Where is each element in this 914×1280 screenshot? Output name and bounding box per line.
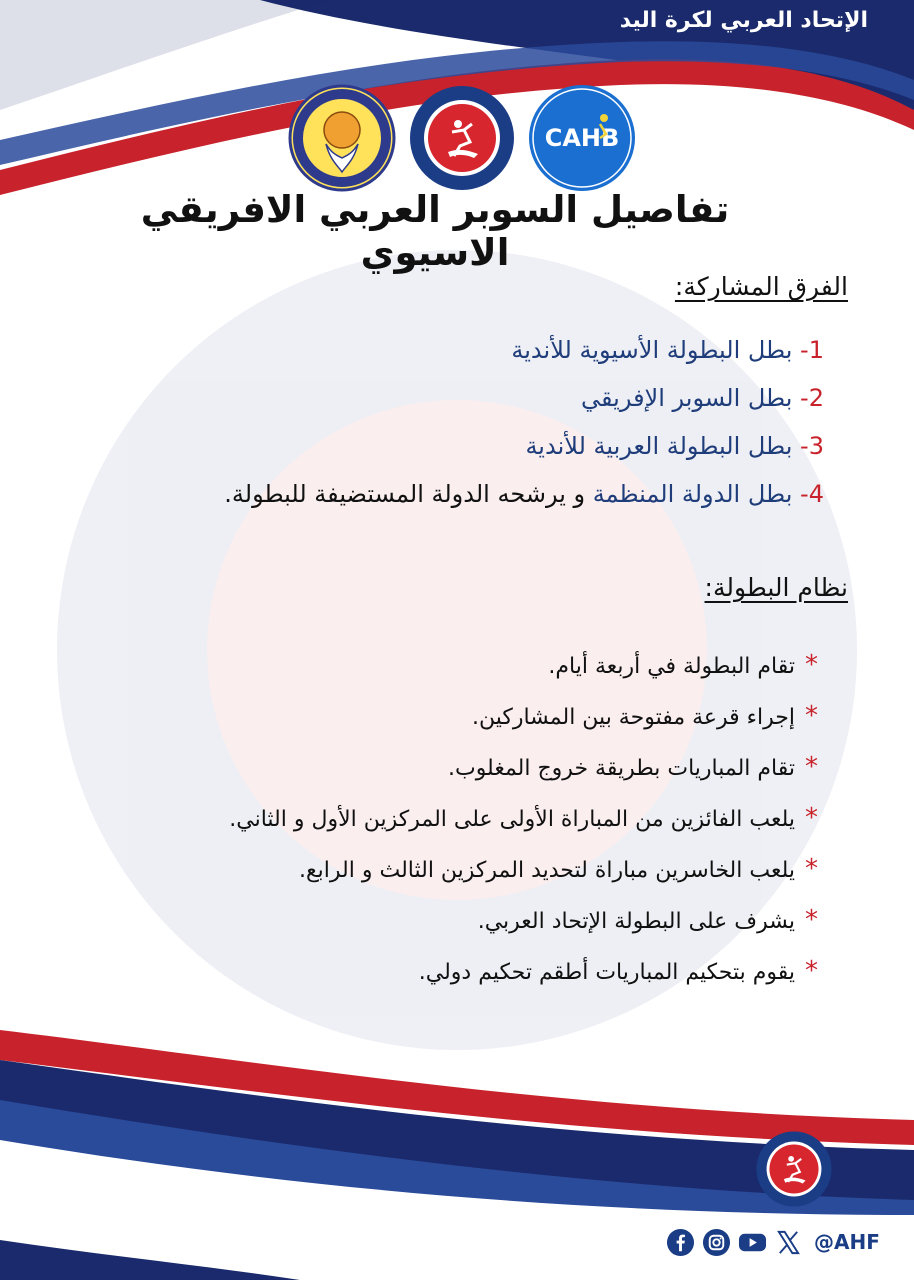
rule-item bbox=[229, 844, 818, 895]
team-item bbox=[224, 422, 824, 470]
main-title: تفاصيل السوبر العربي الافريقي الاسيوي bbox=[140, 188, 730, 274]
rule-item bbox=[229, 895, 818, 946]
rule-text: يلعب الخاسرين مباراة لتحديد المركزين الثالث و الرابع. bbox=[298, 858, 795, 883]
social-handle[interactable]: @AHF bbox=[814, 1230, 880, 1254]
org-name: الإتحاد العربي لكرة اليد bbox=[619, 8, 868, 33]
cahb-logo bbox=[528, 84, 636, 192]
rule-text: إجراء قرعة مفتوحة بين المشاركين. bbox=[471, 705, 795, 730]
instagram-icon[interactable] bbox=[702, 1228, 731, 1257]
rule-text: يلعب الفائزين من المباراة الأولى على المركزين الأول و الثاني. bbox=[229, 807, 795, 832]
team-number: 4- bbox=[800, 480, 824, 508]
social-bar bbox=[666, 1227, 880, 1257]
star-bullet-icon: * bbox=[805, 803, 818, 833]
footer-arab-handball-logo bbox=[755, 1130, 833, 1208]
rule-item bbox=[229, 640, 818, 691]
team-text: بطل السوبر الإفريقي bbox=[581, 384, 793, 412]
team-number: 1- bbox=[800, 336, 824, 364]
x-icon[interactable] bbox=[774, 1228, 803, 1257]
arab-handball-federation-logo bbox=[408, 84, 516, 192]
star-bullet-icon: * bbox=[805, 905, 818, 935]
team-text-extra: و يرشحه الدولة المستضيفة للبطولة. bbox=[224, 480, 593, 508]
team-text: بطل البطولة العربية للأندية bbox=[525, 432, 793, 460]
star-bullet-icon: * bbox=[805, 701, 818, 731]
star-bullet-icon: * bbox=[805, 956, 818, 986]
rule-text: يقوم بتحكيم المباريات أطقم تحكيم دولي. bbox=[418, 960, 795, 985]
star-bullet-icon: * bbox=[805, 650, 818, 680]
team-text: بطل الدولة المنظمة bbox=[592, 480, 793, 508]
rule-text: يشرف على البطولة الإتحاد العربي. bbox=[477, 909, 795, 934]
facebook-icon[interactable] bbox=[666, 1228, 695, 1257]
team-item bbox=[224, 374, 824, 422]
cahb-logo-text: CAHB bbox=[544, 124, 620, 152]
rule-text: تقام المباريات بطريقة خروج المغلوب. bbox=[447, 756, 795, 781]
teams-heading: الفرق المشاركة: bbox=[674, 272, 848, 301]
rule-item bbox=[229, 946, 818, 997]
team-text: بطل البطولة الأسيوية للأندية bbox=[511, 336, 793, 364]
team-number: 2- bbox=[800, 384, 824, 412]
team-number: 3- bbox=[800, 432, 824, 460]
teams-list bbox=[224, 326, 824, 518]
youtube-icon[interactable] bbox=[738, 1228, 767, 1257]
team-item bbox=[224, 470, 824, 518]
rule-text: تقام البطولة في أربعة أيام. bbox=[548, 654, 795, 679]
rules-list bbox=[229, 640, 818, 997]
rule-item bbox=[229, 793, 818, 844]
rule-item bbox=[229, 742, 818, 793]
team-item bbox=[224, 326, 824, 374]
asian-handball-federation-logo bbox=[288, 84, 396, 192]
star-bullet-icon: * bbox=[805, 752, 818, 782]
system-heading: نظام البطولة: bbox=[704, 573, 848, 602]
star-bullet-icon: * bbox=[805, 854, 818, 884]
rule-item bbox=[229, 691, 818, 742]
